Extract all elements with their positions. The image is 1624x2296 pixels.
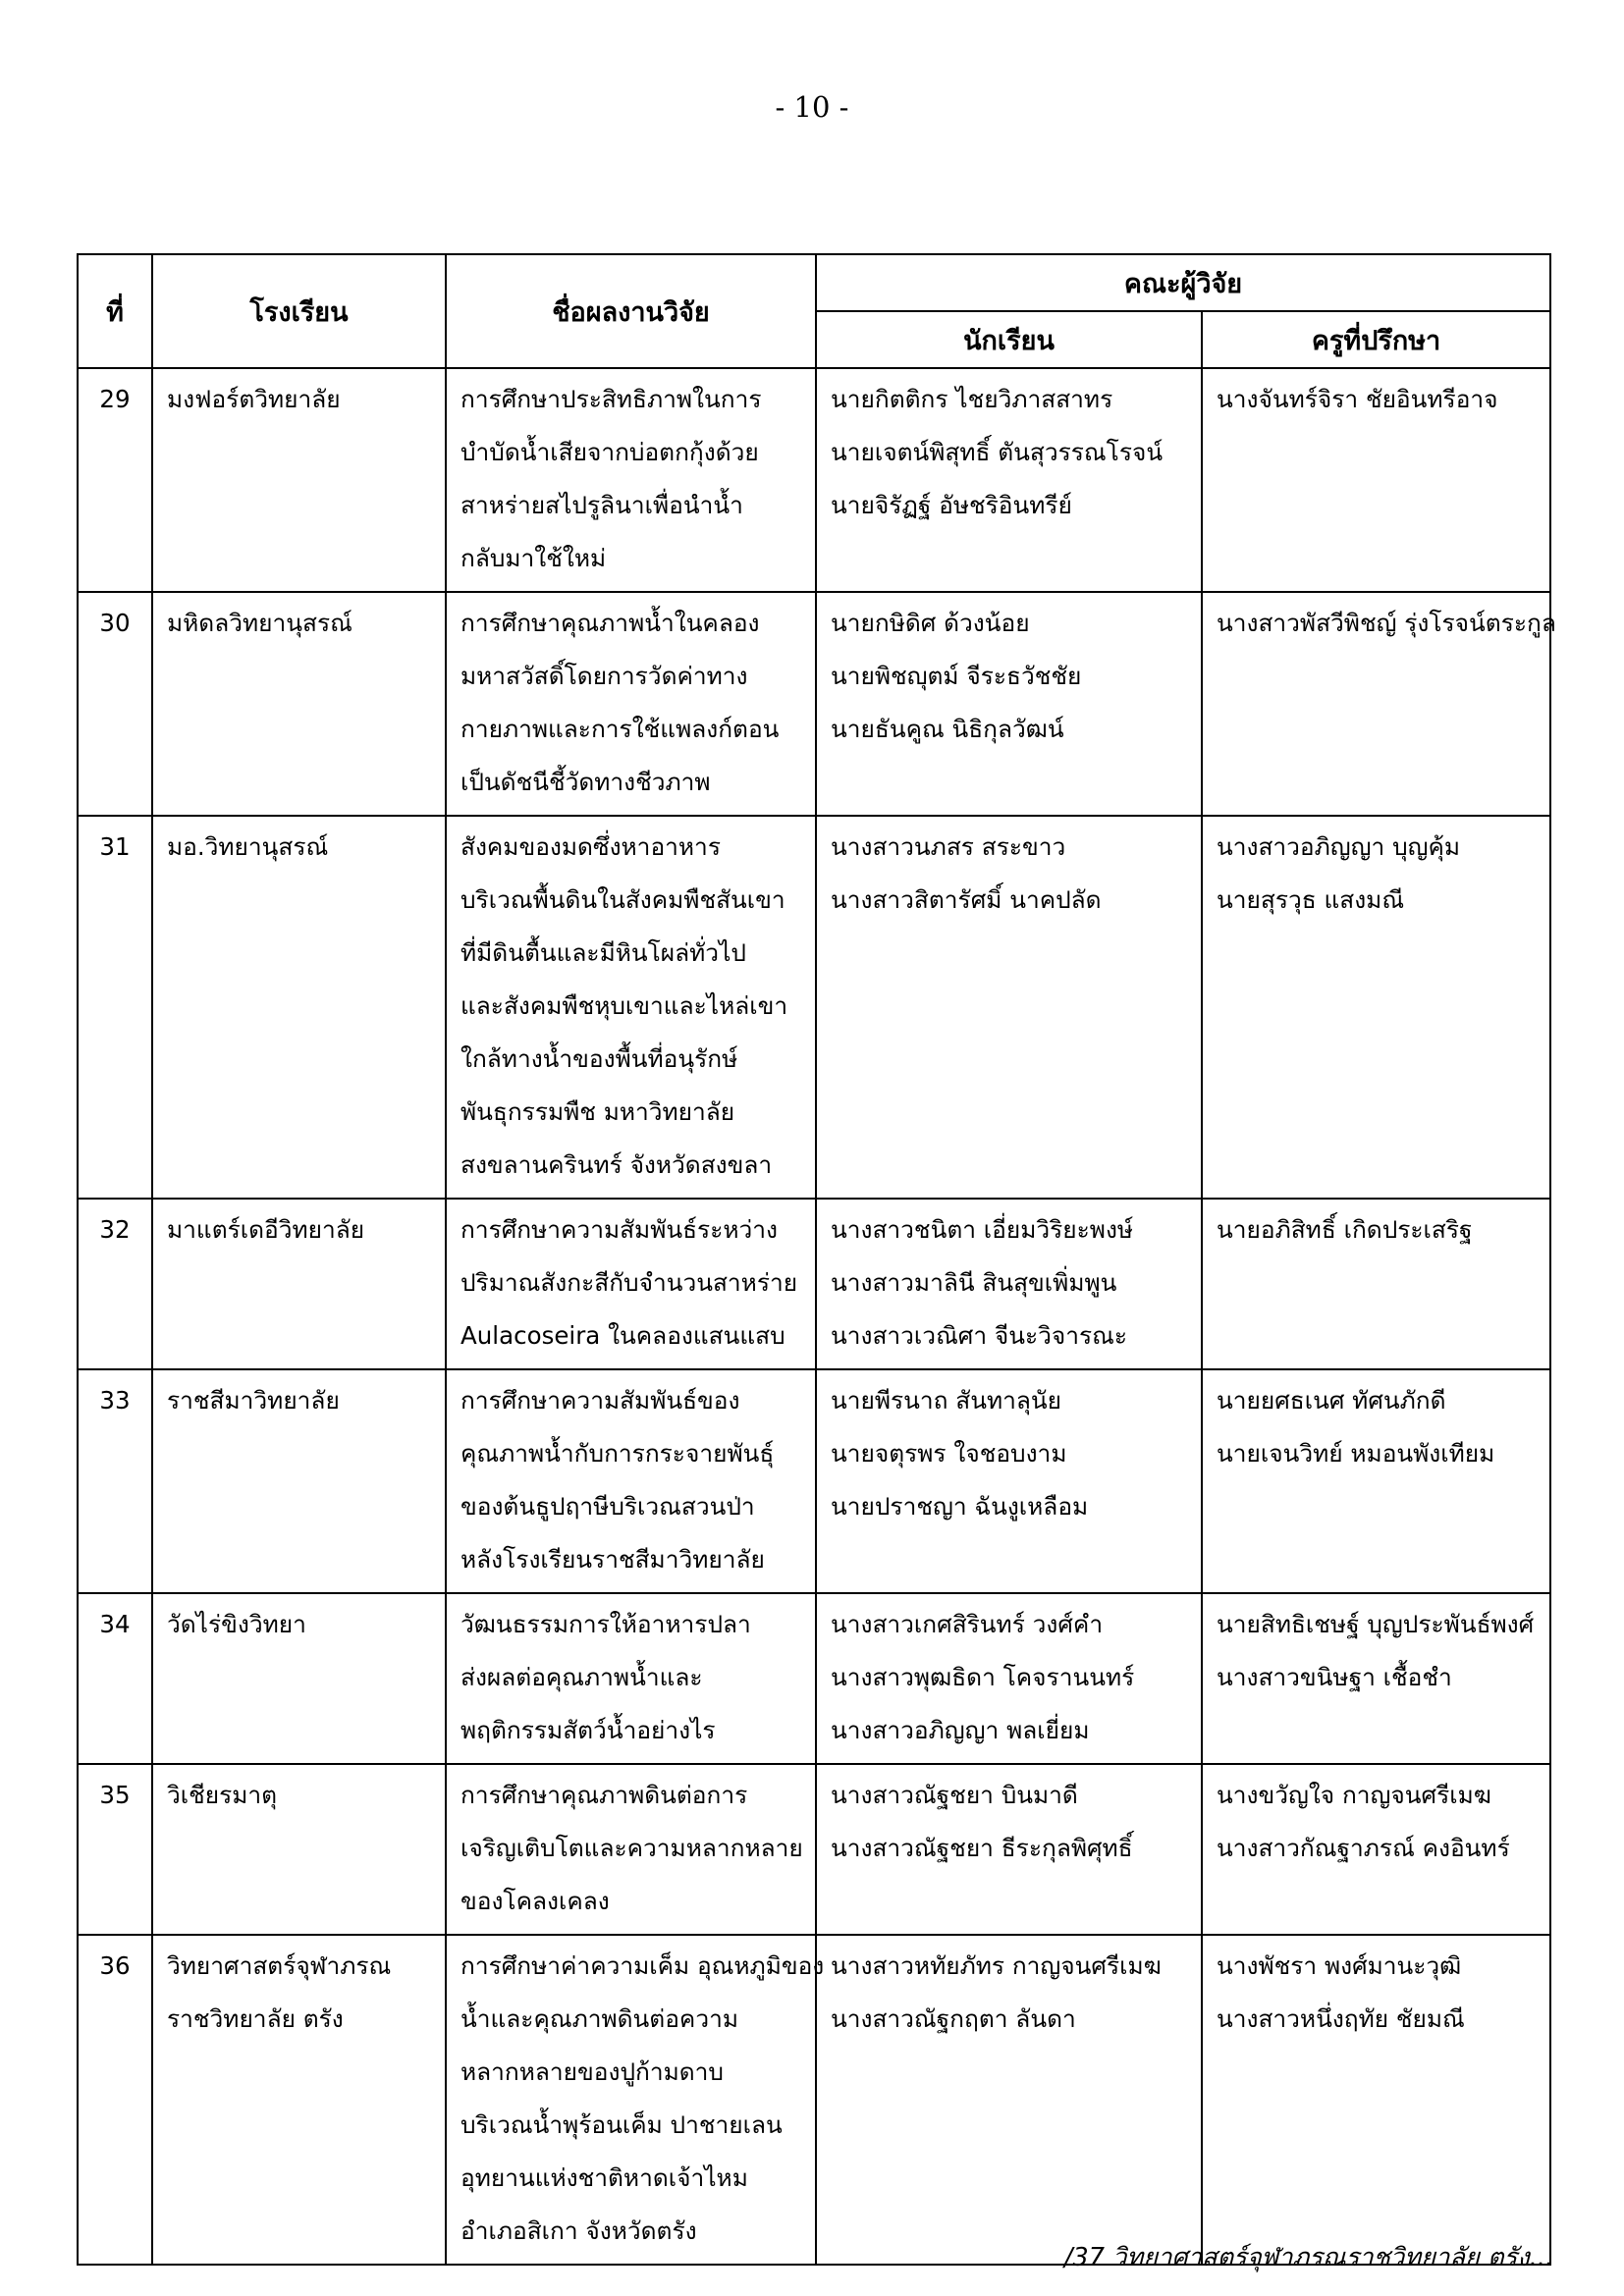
row-number-cell [78, 1935, 152, 2265]
title-line: หลังโรงเรียนราชสีมาวิทยาลัย [460, 1545, 765, 1574]
students-line: นางสาวอภิญญา พลเยี่ยม [831, 1716, 1090, 1744]
title-line: กายภาพและการใช้แพลงก์ตอน [460, 715, 780, 743]
advisors-cell [1202, 1593, 1550, 1764]
table-row [78, 592, 1550, 816]
advisors-cell [1202, 1199, 1550, 1369]
title-line: ของต้นธูปฤาษีบริเวณสวนป่า [460, 1492, 755, 1521]
students-line: นายธันคูณ นิธิกุลวัฒน์ [831, 715, 1064, 743]
students-cell [816, 1369, 1202, 1593]
title-line: เป็นดัชนีชี้วัดทางชีวภาพ [460, 768, 711, 796]
row-number-cell [78, 368, 152, 592]
students-cell [816, 1199, 1202, 1369]
title-cell [446, 1764, 816, 1935]
school-line: วัดไร่ขิงวิทยา [167, 1610, 306, 1638]
table-row [78, 1199, 1550, 1369]
title-line: สังคมของมดซึ่งหาอาหาร [460, 832, 721, 861]
table-row [78, 816, 1550, 1199]
title-line: พฤติกรรมสัตว์น้ำอย่างไร [460, 1716, 716, 1744]
title-line: การศึกษาค่าความเค็ม อุณหภูมิของ [460, 1951, 825, 1980]
school-line: วิทยาศาสตร์จุฬาภรณ [167, 1951, 392, 1980]
title-cell [446, 592, 816, 816]
title-line: มหาสวัสดิ์โดยการวัดค่าทาง [460, 662, 748, 690]
advisors-line: นายสุรวุธ แสงมณี [1217, 885, 1405, 914]
students-line: นายพิชญุตม์ จีระธวัชชัย [831, 662, 1082, 690]
title-line: ส่งผลต่อคุณภาพน้ำและ [460, 1663, 703, 1691]
title-line: บริเวณน้ำพุร้อนเค็ม ปาชายเลน [460, 2110, 783, 2139]
advisors-line: นางสาวอภิญญา บุญคุ้ม [1217, 832, 1461, 861]
school-cell [152, 1369, 446, 1593]
title-line: คุณภาพน้ำกับการกระจายพันธุ์ [460, 1439, 775, 1468]
advisors-line: นายยศธเนศ ทัศนภักดี [1217, 1386, 1446, 1415]
students-line: นางสาวเกศสิรินทร์ วงศ์คำ [831, 1610, 1104, 1638]
advisors-line: นายอภิสิทธิ์ เกิดประเสริฐ [1217, 1215, 1473, 1244]
table-body [78, 368, 1556, 2265]
table-row [78, 1369, 1550, 1593]
students-cell [816, 1593, 1202, 1764]
school-line: มงฟอร์ตวิทยาลัย [167, 385, 341, 413]
research-table [77, 253, 1556, 2266]
title-line: ที่มีดินตื้นและมีหินโผล่ทั่วไป [460, 938, 746, 967]
title-line: อำเภอสิเกา จังหวัดตรัง [460, 2216, 697, 2245]
advisors-line: นางสาวพัสวีพิชญ์ รุ่งโรจน์ตระกูล [1217, 609, 1556, 637]
school-line: ราชสีมาวิทยาลัย [167, 1386, 340, 1415]
students-line: นายเจตน์พิสุทธิ์ ตันสุวรรณโรจน์ [831, 438, 1164, 466]
table-row [78, 1593, 1550, 1764]
students-line: นางสาวสิตารัศมิ์ นาคปลัด [831, 885, 1102, 914]
students-line: นางสาวณัฐชยา ธีระกุลพิศุทธิ์ [831, 1834, 1133, 1862]
header-advisors: ครูที่ปรึกษา [1202, 311, 1550, 368]
title-line: บริเวณพื้นดินในสังคมพืชสันเขา [460, 885, 785, 914]
title-line: การศึกษาประสิทธิภาพในการ [460, 385, 762, 413]
title-line: อุทยานแห่งชาติหาดเจ้าไหม [460, 2163, 748, 2192]
students-line: นางสาวณัฐกฤตา ลันดา [831, 2004, 1076, 2033]
row-number: 33 [99, 1386, 131, 1415]
title-line: ปริมาณสังกะสีกับจำนวนสาหร่าย [460, 1268, 798, 1297]
advisors-cell [1202, 1764, 1550, 1935]
header-researchers: คณะผู้วิจัย [816, 254, 1550, 311]
students-line: นางสาวพุฒธิดา โคจรานนทร์ [831, 1663, 1135, 1691]
row-number: 36 [99, 1951, 131, 1980]
advisors-line: นางจันทร์จิรา ชัยอินทรีอาจ [1217, 385, 1498, 413]
students-line: นายกิตติกร ไชยวิภาสสาทร [831, 385, 1113, 413]
advisors-cell [1202, 1369, 1550, 1593]
title-line: วัฒนธรรมการให้อาหารปลา [460, 1610, 751, 1638]
header-students: นักเรียน [816, 311, 1202, 368]
students-line: นางสาวเวณิศา จีนะวิจารณะ [831, 1321, 1128, 1350]
students-cell [816, 1935, 1202, 2265]
header-title: ชื่อผลงานวิจัย [446, 254, 816, 368]
row-number-cell [78, 1369, 152, 1593]
row-number: 29 [99, 385, 131, 413]
title-line: และสังคมพืชหุบเขาและไหล่เขา [460, 991, 788, 1020]
advisors-line: นางสาวขนิษฐา เชื้อชำ [1217, 1663, 1452, 1691]
row-number-cell [78, 592, 152, 816]
header-no: ที่ [78, 254, 152, 368]
school-line: ราชวิทยาลัย ตรัง [167, 2004, 344, 2033]
school-cell [152, 816, 446, 1199]
school-line: มอ.วิทยานุสรณ์ [167, 832, 329, 861]
advisors-line: นางสาวหนึ่งฤทัย ชัยมณี [1217, 2004, 1465, 2033]
school-cell [152, 1199, 446, 1369]
title-line: สงขลานครินทร์ จังหวัดสงขลา [460, 1150, 773, 1179]
title-line: กลับมาใช้ใหม่ [460, 544, 607, 572]
row-number-cell [78, 816, 152, 1199]
students-line: นางสาวหทัยภัทร กาญจนศรีเมฆ [831, 1951, 1162, 1980]
title-line: การศึกษาความสัมพันธ์ระหว่าง [460, 1215, 778, 1244]
students-line: นางสาวมาลินี สินสุขเพิ่มพูน [831, 1268, 1117, 1297]
students-line: นายพีรนาถ สันทาลุนัย [831, 1386, 1062, 1415]
title-cell [446, 1935, 825, 2265]
title-cell [446, 816, 816, 1199]
title-line: Aulacoseira ในคลองแสนแสบ [460, 1321, 785, 1350]
title-line: หลากหลายของปูก้ามดาบ [460, 2057, 724, 2086]
title-line: ใกล้ทางน้ำของพื้นที่อนุรักษ์ [460, 1044, 738, 1073]
row-number-cell [78, 1199, 152, 1369]
school-cell [152, 1593, 446, 1764]
school-line: วิเชียรมาตุ [167, 1781, 278, 1809]
row-number: 32 [99, 1215, 131, 1244]
title-line: เจริญเติบโตและความหลากหลาย [460, 1834, 803, 1862]
row-number: 34 [99, 1610, 131, 1638]
students-cell [816, 1764, 1202, 1935]
school-cell [152, 592, 446, 816]
page-number: - 10 - [775, 90, 849, 124]
table-row [78, 368, 1550, 592]
header-school: โรงเรียน [152, 254, 446, 368]
row-number: 35 [99, 1781, 131, 1809]
school-line: มหิดลวิทยานุสรณ์ [167, 609, 352, 637]
students-cell [816, 816, 1202, 1199]
advisors-line: นายสิทธิเชษฐ์ บุญประพันธ์พงศ์ [1217, 1610, 1535, 1638]
continuation-note: /37 วิทยาศาสตร์จุฬาภรณราชวิทยาลัย ตรัง... [1063, 2243, 1553, 2272]
row-number: 30 [99, 609, 131, 637]
title-cell [446, 1369, 816, 1593]
advisors-line: นางพัชรา พงศ์มานะวุฒิ [1217, 1951, 1462, 1980]
title-cell [446, 368, 816, 592]
title-cell [446, 1199, 816, 1369]
title-cell [446, 1593, 816, 1764]
advisors-cell [1202, 1935, 1550, 2265]
advisors-cell [1202, 592, 1556, 816]
row-number-cell [78, 1764, 152, 1935]
school-cell [152, 1764, 446, 1935]
advisors-line: นายเจนวิทย์ หมอนพังเทียม [1217, 1439, 1495, 1468]
students-line: นายจตุรพร ใจชอบงาม [831, 1439, 1067, 1468]
title-line: การศึกษาคุณภาพน้ำในคลอง [460, 609, 760, 637]
table-row [78, 1935, 1550, 2265]
row-number: 31 [99, 832, 131, 861]
students-line: นายกษิดิศ ด้วงน้อย [831, 609, 1030, 637]
students-line: นางสาวณัฐชยา บินมาดี [831, 1781, 1078, 1809]
title-line: สาหร่ายสไปรูลินาเพื่อนำน้ำ [460, 491, 743, 519]
advisors-line: นางสาวกัณฐาภรณ์ คงอินทร์ [1217, 1834, 1510, 1862]
students-cell [816, 592, 1202, 816]
title-line: ของโคลงเคลง [460, 1887, 610, 1915]
students-line: นายจิรัฏฐ์ อัษชริอินทรีย์ [831, 491, 1072, 519]
row-number-cell [78, 1593, 152, 1764]
students-cell [816, 368, 1202, 592]
advisors-line: นางขวัญใจ กาญจนศรีเมฆ [1217, 1781, 1491, 1809]
title-line: บำบัดน้ำเสียจากบ่อตกกุ้งด้วย [460, 438, 759, 466]
school-cell [152, 1935, 446, 2265]
school-line: มาแตร์เดอีวิทยาลัย [167, 1215, 365, 1244]
advisors-cell [1202, 816, 1550, 1199]
title-line: น้ำและคุณภาพดินต่อความ [460, 2004, 738, 2033]
school-cell [152, 368, 446, 592]
title-line: การศึกษาความสัมพันธ์ของ [460, 1386, 740, 1415]
students-line: นายปราชญา ฉันงูเหลือม [831, 1492, 1089, 1521]
table-row [78, 1764, 1550, 1935]
students-line: นางสาวชนิตา เอี่ยมวิริยะพงษ์ [831, 1215, 1134, 1244]
title-line: พันธุกรรมพืช มหาวิทยาลัย [460, 1097, 735, 1126]
advisors-cell [1202, 368, 1550, 592]
title-line: การศึกษาคุณภาพดินต่อการ [460, 1781, 748, 1809]
students-line: นางสาวนภสร สระขาว [831, 832, 1066, 861]
